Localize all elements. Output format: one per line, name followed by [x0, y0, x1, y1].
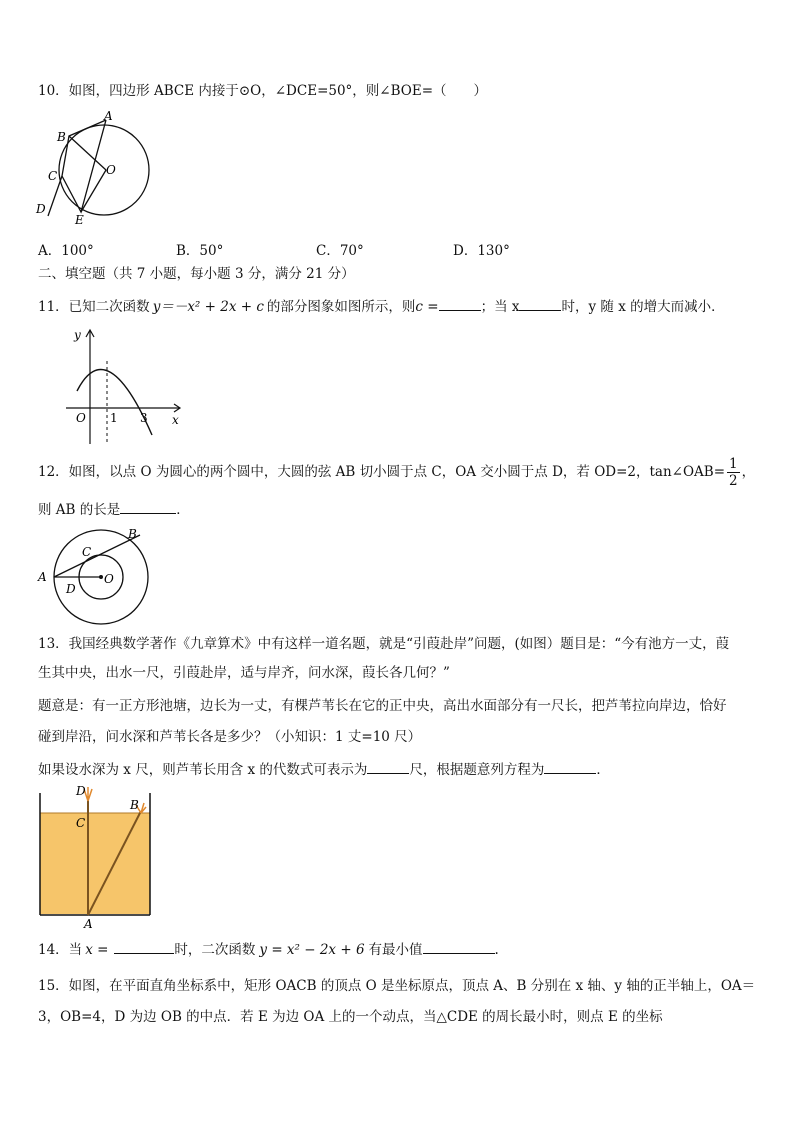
q13-figure [36, 783, 158, 931]
q13-label-c: C [76, 816, 86, 830]
q14-blank-2[interactable] [423, 939, 495, 954]
q12-fraction [727, 456, 740, 489]
q14-x-eq: x = [85, 942, 109, 958]
q11-pre: 11．已知二次函数 [38, 299, 150, 315]
q14-formula: y = x² − 2x + 6 [259, 942, 365, 958]
q10-label-c: C [48, 169, 58, 183]
q15-line1: 15．如图，在平面直角坐标系中，矩形 OACB 的顶点 O 是坐标原点，顶点 A、B 分别在 x 轴、y 轴的正半轴上，OA＝ [38, 978, 756, 994]
q12-label-a: A [38, 570, 47, 584]
q13-blank-1[interactable] [367, 759, 409, 774]
q10-option-c: C．70° [316, 243, 364, 259]
q12-label-o: O [104, 572, 114, 586]
q11-label-1: 1 [110, 411, 118, 425]
q13-line4: 碰到岸沿，问水深和芦苇长各是多少？（小知识：1 丈=10 尺） [38, 729, 422, 745]
q13-label-a: A [84, 917, 93, 931]
q13-label-b: B [130, 798, 139, 812]
q13-line5 [38, 759, 610, 780]
q12-line2-end: ． [176, 502, 190, 518]
q12-comma: ， [741, 464, 756, 480]
q10-figure [34, 108, 164, 227]
q13-blank-2[interactable] [544, 759, 596, 774]
q12-line1-text: 12．如图，以点 O 为圆心的两个圆中，大圆的弦 AB 切小圆于点 C，OA 交小圆于点 D，若 OD=2，tan∠OAB= [38, 464, 726, 480]
q12-figure [36, 527, 156, 627]
q10-label-a: A [104, 109, 113, 123]
q11-stem [38, 296, 725, 317]
q14-post: 有最小值 [368, 942, 423, 958]
q14-stem [38, 939, 499, 960]
q14-end: . [494, 942, 499, 958]
q13-label-d: D [76, 784, 86, 798]
q12-frac-den: 2 [729, 473, 738, 489]
q10-stem: 10．如图，四边形 ABCE 内接于⊙O，∠DCE=50°，则∠BOE=（ ） [38, 83, 488, 99]
q11-post: 的部分图象如图所示，则 [266, 299, 416, 315]
q15-line2: 3，OB=4，D 为边 OB 的中点．若 E 为边 OA 上的一个动点，当△CDE 的周长最小时，则点 E 的坐标 [38, 1009, 663, 1025]
q13-line2: 生其中央，出水一尺，引葭赴岸，适与岸齐，问水深，葭长各几何？” [38, 665, 450, 681]
q12-blank[interactable] [120, 499, 176, 514]
q10-label-d: D [36, 202, 46, 216]
q12-label-b: B [128, 527, 137, 541]
q12-frac-num: 1 [729, 456, 738, 472]
q13-line3: 题意是：有一正方形池塘，边长为一丈，有棵芦苇长在它的正中央，高出水面部分有一尺长，把芦苇拉向岸边，恰好 [38, 698, 727, 714]
q12-line1 [38, 454, 755, 490]
q11-formula: y＝－x² + 2x + c [152, 299, 264, 315]
q11-label-o: O [76, 411, 86, 425]
q11-figure [62, 327, 187, 445]
q10-option-d: D．130° [453, 243, 510, 259]
q11-blank-1[interactable] [439, 296, 481, 311]
q14-pre: 14．当 [38, 942, 83, 958]
section-title: 二、填空题（共 7 小题，每小题 3 分，满分 21 分） [38, 266, 355, 282]
q13-line1: 13．我国经典数学著作《九章算术》中有这样一道名题，就是“引葭赴岸”问题，(如图）题目是：“今有池方一丈，葭 [38, 636, 730, 652]
q10-label-b: B [57, 130, 66, 144]
q11-blank-2[interactable] [519, 296, 561, 311]
q12-line2 [38, 499, 190, 520]
q12-label-c: C [82, 545, 92, 559]
q13-line5c: ． [596, 762, 610, 778]
q11-label-x: x [172, 413, 179, 427]
q10-label-e: E [75, 213, 84, 227]
q13-line5b: 尺，根据题意列方程为 [409, 762, 545, 778]
q10-option-b: B．50° [176, 243, 224, 259]
q11-label-3: 3 [140, 411, 148, 425]
q11-c-eq: c = [415, 299, 439, 315]
q11-end: 时，y 随 x 的增大而减小． [561, 299, 725, 315]
q12-line2-text: 则 AB 的长是 [38, 502, 121, 518]
q11-mid: ；当 x [480, 299, 520, 315]
q10-label-o: O [106, 163, 116, 177]
q14-blank-1[interactable] [114, 939, 174, 954]
q10-option-a: A．100° [38, 243, 94, 259]
q14-mid: 时，二次函数 [174, 942, 256, 958]
q13-line5a: 如果设水深为 x 尺，则芦苇长用含 x 的代数式可表示为 [38, 762, 368, 778]
q12-label-d: D [66, 582, 76, 596]
q11-label-y: y [74, 328, 81, 342]
